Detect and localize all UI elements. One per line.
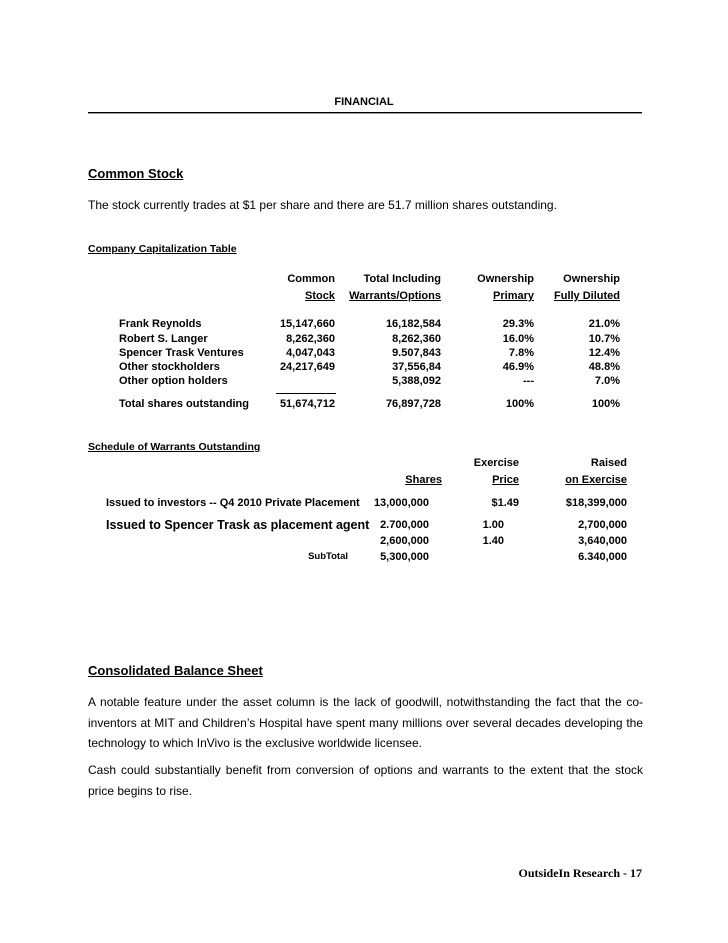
- cap-row-primary: ---: [523, 375, 534, 387]
- cap-row-primary: 7.8%: [508, 347, 534, 359]
- cap-header-total-1: Total Including: [363, 273, 441, 285]
- cap-total-total: 76,897,728: [385, 398, 441, 410]
- cap-header-common-1: Common: [287, 273, 335, 285]
- cap-row-diluted: 10.7%: [588, 333, 620, 345]
- cap-row-name: Robert S. Langer: [119, 333, 208, 345]
- cap-row-total: 9.507,843: [392, 347, 441, 359]
- cap-row-common: 8,262,360: [286, 333, 335, 345]
- cap-row-total: 8,262,360: [392, 333, 441, 345]
- cap-row-diluted: 12.4%: [588, 347, 620, 359]
- warrants-subtotal-label: SubTotal: [308, 551, 348, 562]
- cap-total-common: 51,674,712: [279, 398, 335, 410]
- page-title: FINANCIAL: [334, 96, 394, 108]
- balance-sheet-paragraph-1: A notable feature under the asset column is the lack of goodwill, notwithstanding the fact that the co-inventors at MIT and Children’s Hospital have spent many millions over several decades developing the technology to which InVivo is the exclusive worldwide licensee.: [88, 695, 643, 750]
- cap-total-primary: 100%: [505, 398, 534, 410]
- warrants-header-raised-2: on Exercise: [565, 474, 627, 486]
- warrants-row-shares: 13,000,000: [373, 497, 429, 509]
- common-stock-heading: Common Stock: [88, 166, 184, 181]
- warrants-row-raised: $18,399,000: [565, 497, 627, 509]
- cap-row-diluted: 48.8%: [588, 361, 620, 373]
- cap-header-common-2: Stock: [305, 290, 335, 302]
- cap-row-diluted: 21.0%: [588, 318, 620, 330]
- warrants-subtotal-raised: 6.340,000: [578, 551, 627, 563]
- cap-table-title: Company Capitalization Table: [88, 243, 237, 255]
- page-footer: OutsideIn Research - 17: [518, 866, 642, 880]
- cap-header-primary-1: Ownership: [477, 273, 534, 285]
- cap-sum-rule: [276, 393, 336, 394]
- warrants-row-label: Issued to Spencer Trask as placement agent: [106, 518, 370, 532]
- header-rule: [88, 112, 642, 113]
- cap-row-common: 15,147,660: [279, 318, 335, 330]
- warrants-row-shares: 2,600,000: [380, 535, 429, 547]
- warrants-row-price: 1.00: [482, 519, 504, 531]
- warrants-row-price: 1.40: [482, 535, 504, 547]
- cap-row-name: Other stockholders: [119, 361, 220, 373]
- cap-row-primary: 46.9%: [502, 361, 534, 373]
- warrants-row-label: Issued to investors -- Q4 2010 Private Placement: [106, 497, 360, 509]
- warrants-header-shares: Shares: [405, 474, 442, 486]
- warrants-row-shares: 2.700,000: [380, 519, 429, 531]
- warrants-row-raised: 3,640,000: [578, 535, 627, 547]
- cap-header-diluted-2: Fully Diluted: [554, 290, 620, 302]
- warrants-row-price: $1.49: [491, 497, 519, 509]
- cap-row-total: 5,388,092: [392, 375, 441, 387]
- cap-row-primary: 16.0%: [502, 333, 534, 345]
- cap-header-diluted-1: Ownership: [563, 273, 620, 285]
- cap-row-name: Spencer Trask Ventures: [119, 347, 244, 359]
- warrants-row-raised: 2,700,000: [578, 519, 627, 531]
- cap-row-total: 37,556,84: [392, 361, 441, 373]
- warrants-subtotal-shares: 5,300,000: [380, 551, 429, 563]
- cap-row-name: Other option holders: [119, 375, 228, 387]
- warrants-header-raised-1: Raised: [590, 457, 627, 469]
- cap-row-diluted: 7.0%: [594, 375, 620, 387]
- cap-row-primary: 29.3%: [502, 318, 534, 330]
- cap-header-total-2: Warrants/Options: [349, 290, 441, 302]
- cap-row-name: Frank Reynolds: [119, 318, 202, 330]
- cap-total-name: Total shares outstanding: [119, 398, 249, 410]
- warrants-header-price-1: Exercise: [473, 457, 519, 469]
- cap-row-common: 4,047,043: [286, 347, 335, 359]
- warrants-title: Schedule of Warrants Outstanding: [88, 441, 261, 453]
- cap-row-total: 16,182,584: [385, 318, 441, 330]
- cap-total-diluted: 100%: [591, 398, 620, 410]
- cap-header-primary-2: Primary: [493, 290, 534, 302]
- warrants-header-price-2: Price: [492, 474, 519, 486]
- common-stock-text: The stock currently trades at $1 per share and there are 51.7 million shares outstanding.: [88, 198, 557, 212]
- balance-sheet-paragraph-2: Cash could substantially benefit from conversion of options and warrants to the extent that the stock price begins to rise.: [88, 763, 643, 798]
- balance-sheet-heading: Consolidated Balance Sheet: [88, 663, 263, 678]
- cap-row-common: 24,217,649: [279, 361, 335, 373]
